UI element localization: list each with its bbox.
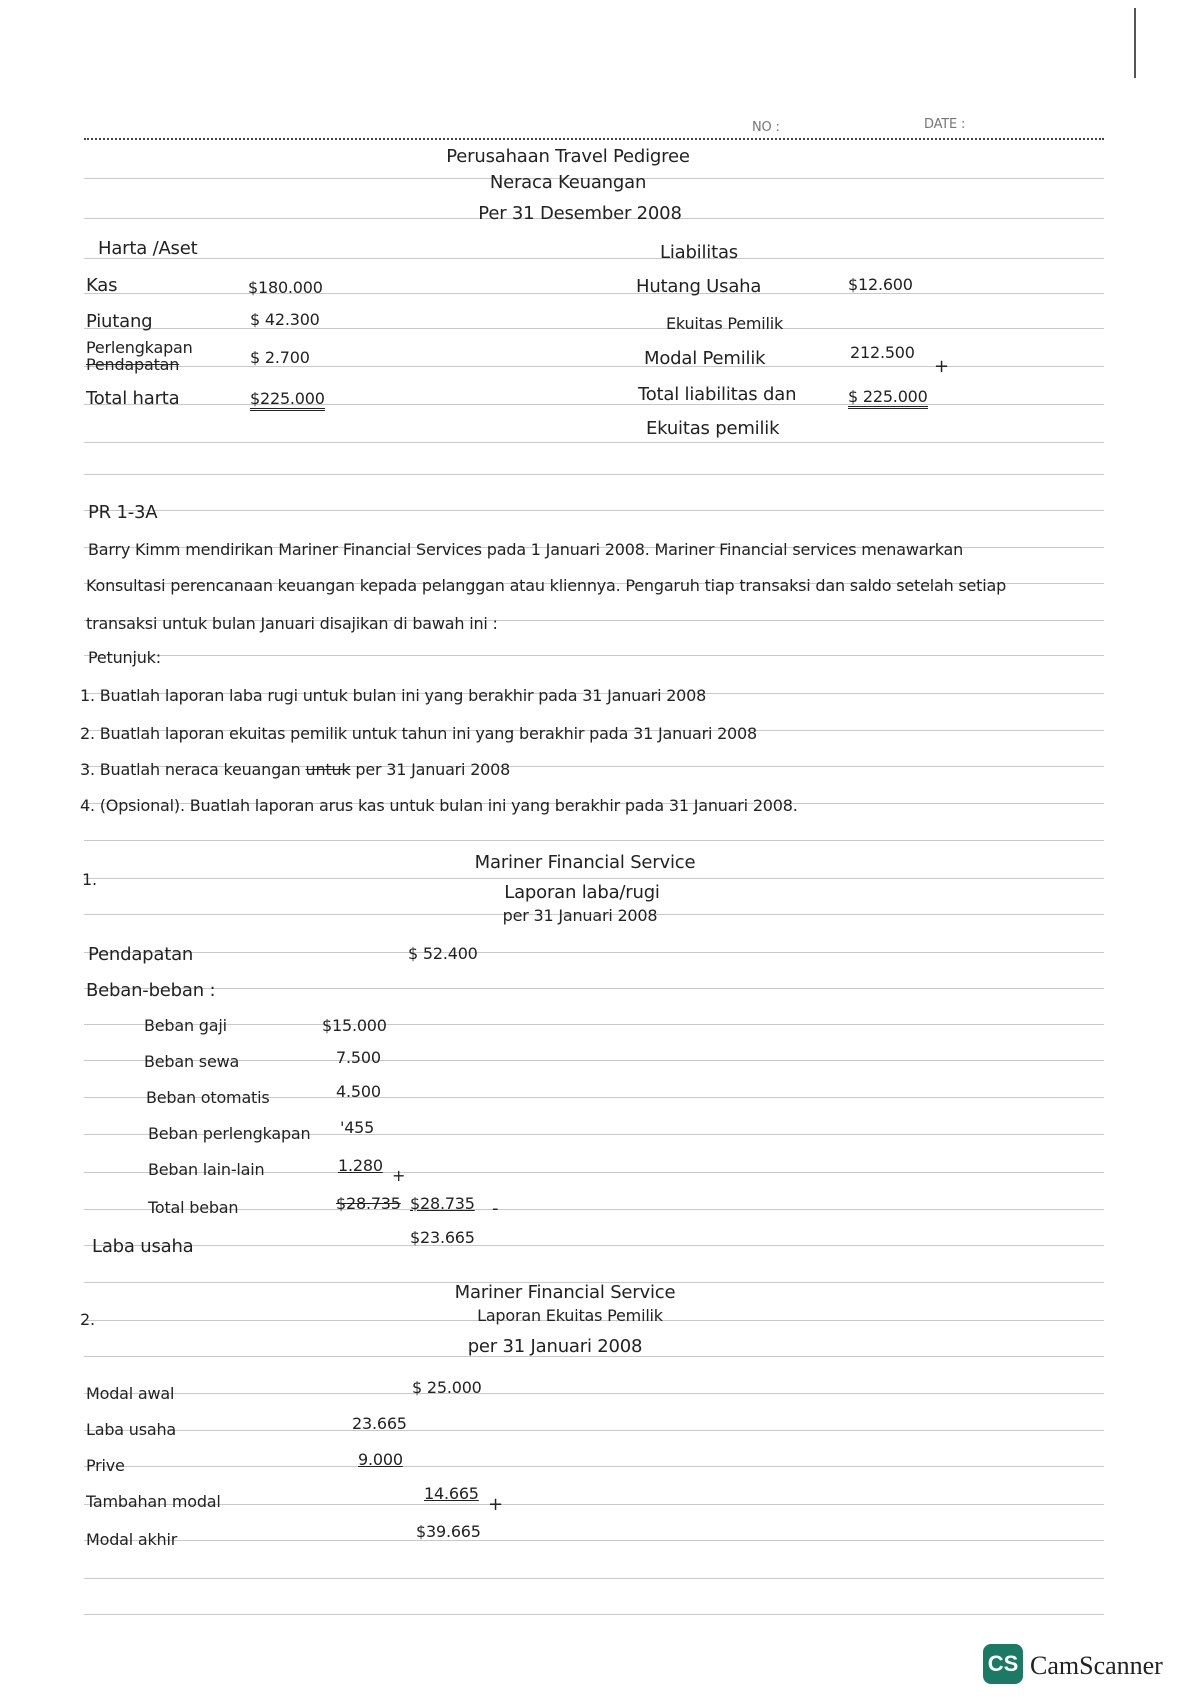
- date-label: DATE :: [924, 117, 966, 132]
- ruled-line: [84, 366, 1104, 367]
- is-title: Laporan laba/rugi: [504, 882, 660, 903]
- is-total-struck: $28.735: [336, 1194, 401, 1213]
- is-expense-label: Beban gaji: [144, 1016, 227, 1035]
- problem-step-3: [80, 760, 510, 779]
- is-plus-sign: +: [392, 1166, 406, 1185]
- is-revenue-value: $ 52.400: [408, 944, 478, 963]
- ruled-line: [84, 1578, 1104, 1579]
- is-profit-value: $23.665: [410, 1228, 475, 1247]
- bs-total-le-label-1: Total liabilitas dan: [638, 384, 797, 405]
- ruled-line: [84, 1024, 1104, 1025]
- bs-company: Perusahaan Travel Pedigree: [446, 146, 690, 167]
- es-company: Mariner Financial Service: [454, 1282, 676, 1303]
- problem-step-2: 2. Buatlah laporan ekuitas pemilik untuk tahun ini yang berakhir pada 31 Januari 2008: [80, 724, 758, 743]
- problem-step-3-struck: untuk: [305, 760, 351, 779]
- es-modal-akhir-label: Modal akhir: [86, 1530, 178, 1549]
- is-total-value: $28.735: [410, 1194, 475, 1213]
- ruled-line: [84, 878, 1104, 879]
- is-profit-label: Laba usaha: [92, 1236, 194, 1257]
- ruled-line: [84, 328, 1104, 329]
- is-expense-value: 4.500: [336, 1082, 381, 1101]
- ruled-line: [84, 510, 1104, 511]
- ruled-line: [84, 258, 1104, 259]
- camscanner-logo-icon: CS: [983, 1644, 1023, 1684]
- es-number: 2.: [80, 1310, 95, 1329]
- es-period: per 31 Januari 2008: [467, 1336, 643, 1357]
- bs-modal-label: Modal Pemilik: [644, 348, 766, 369]
- bs-period: Per 31 Desember 2008: [478, 203, 682, 224]
- es-modal-awal-label: Modal awal: [86, 1384, 175, 1403]
- ruled-line: [84, 293, 1104, 294]
- is-expense-label: Beban lain-lain: [148, 1160, 265, 1179]
- camscanner-watermark-text: CamScanner: [1030, 1651, 1163, 1680]
- is-expense-label: Beban perlengkapan: [148, 1124, 311, 1143]
- bs-modal-value: 212.500: [850, 343, 915, 362]
- ruled-line: [84, 474, 1104, 475]
- es-laba-value: 23.665: [352, 1414, 407, 1433]
- ruled-line: [84, 1504, 1104, 1505]
- is-expense-label: Beban otomatis: [146, 1088, 270, 1107]
- problem-intro-1: Barry Kimm mendirikan Mariner Financial Services pada 1 Januari 2008. Mariner Financial services menawarkan: [88, 540, 964, 559]
- is-period: per 31 Januari 2008: [502, 906, 658, 925]
- problem-step-3-tail: per 31 Januari 2008: [355, 760, 511, 779]
- is-expense-label: Beban sewa: [144, 1052, 240, 1071]
- ruled-line: [84, 840, 1104, 841]
- es-prive-label: Prive: [86, 1456, 125, 1475]
- ruled-line: [84, 1430, 1104, 1431]
- es-laba-label: Laba usaha: [86, 1420, 176, 1439]
- is-expense-value: 1.280: [338, 1156, 383, 1175]
- ruled-line: [84, 442, 1104, 443]
- ruled-line: [84, 1245, 1104, 1246]
- bs-total-le-label-2: Ekuitas pemilik: [646, 418, 780, 439]
- bs-total-harta-label: Total harta: [86, 388, 180, 409]
- is-total-label: Total beban: [148, 1198, 239, 1217]
- es-prive-value: 9.000: [358, 1450, 403, 1469]
- es-title: Laporan Ekuitas Pemilik: [477, 1306, 663, 1325]
- page-edge-mark: [1134, 8, 1136, 78]
- bs-perlengkapan-value: $ 2.700: [250, 348, 310, 367]
- is-number: 1.: [82, 870, 97, 889]
- es-plus-sign: +: [488, 1494, 503, 1515]
- ruled-line: [84, 1614, 1104, 1615]
- ruled-line: [84, 404, 1104, 405]
- problem-step-3-text: 3. Buatlah neraca keuangan: [80, 760, 301, 779]
- bs-hutang-value: $12.600: [848, 275, 913, 294]
- bs-ekuitas-heading: Ekuitas Pemilik: [666, 314, 784, 333]
- bs-kas-label: Kas: [86, 275, 118, 296]
- es-tambahan-label: Tambahan modal: [86, 1492, 221, 1511]
- bs-total-le-value: $ 225.000: [848, 387, 928, 409]
- ruled-line: [84, 1393, 1104, 1394]
- es-modal-awal-value: $ 25.000: [412, 1378, 482, 1397]
- problem-step-1: 1. Buatlah laporan laba rugi untuk bulan ini yang berakhir pada 31 Januari 2008: [80, 686, 707, 705]
- bs-total-harta-value: $225.000: [250, 389, 325, 411]
- es-modal-akhir-value: $39.665: [416, 1522, 481, 1541]
- bs-perlengkapan-label: Perlengkapan: [86, 338, 193, 357]
- es-tambahan-value: 14.665: [424, 1484, 479, 1503]
- header-rule: [84, 138, 1104, 140]
- ruled-line: [84, 988, 1104, 989]
- is-expenses-heading: Beban-beban :: [86, 980, 216, 1001]
- problem-step-4: 4. (Opsional). Buatlah laporan arus kas untuk bulan ini yang berakhir pada 31 Januari 2008.: [80, 796, 798, 815]
- ruled-line: [84, 952, 1104, 953]
- bs-kas-value: $180.000: [248, 278, 323, 297]
- is-minus-sign: -: [492, 1198, 499, 1219]
- is-expense-value: '455: [340, 1118, 375, 1137]
- is-expense-value: $15.000: [322, 1016, 387, 1035]
- bs-piutang-label: Piutang: [86, 311, 153, 332]
- bs-liab-heading: Liabilitas: [660, 242, 738, 263]
- ruled-line: [84, 1540, 1104, 1541]
- problem-intro-2: Konsultasi perencanaan keuangan kepada pelanggan atau kliennya. Pengaruh tiap transaksi dan saldo setelah setiap: [86, 576, 1007, 595]
- bs-hutang-label: Hutang Usaha: [636, 276, 762, 297]
- ruled-line: [84, 655, 1104, 656]
- problem-code: PR 1-3A: [88, 502, 158, 523]
- bs-title: Neraca Keuangan: [489, 172, 647, 193]
- is-expense-value: 7.500: [336, 1048, 381, 1067]
- problem-petunjuk: Petunjuk:: [88, 648, 161, 667]
- bs-pendapatan-struck: Pendapatan: [86, 355, 180, 374]
- is-company: Mariner Financial Service: [474, 852, 696, 873]
- is-revenue-label: Pendapatan: [88, 944, 194, 965]
- bs-piutang-value: $ 42.300: [250, 310, 320, 329]
- no-label: NO :: [752, 120, 780, 135]
- problem-intro-3: transaksi untuk bulan Januari disajikan di bawah ini :: [86, 614, 498, 633]
- ruled-line: [84, 1466, 1104, 1467]
- bs-modal-plus: +: [934, 356, 949, 377]
- bs-assets-heading: Harta /Aset: [98, 238, 198, 259]
